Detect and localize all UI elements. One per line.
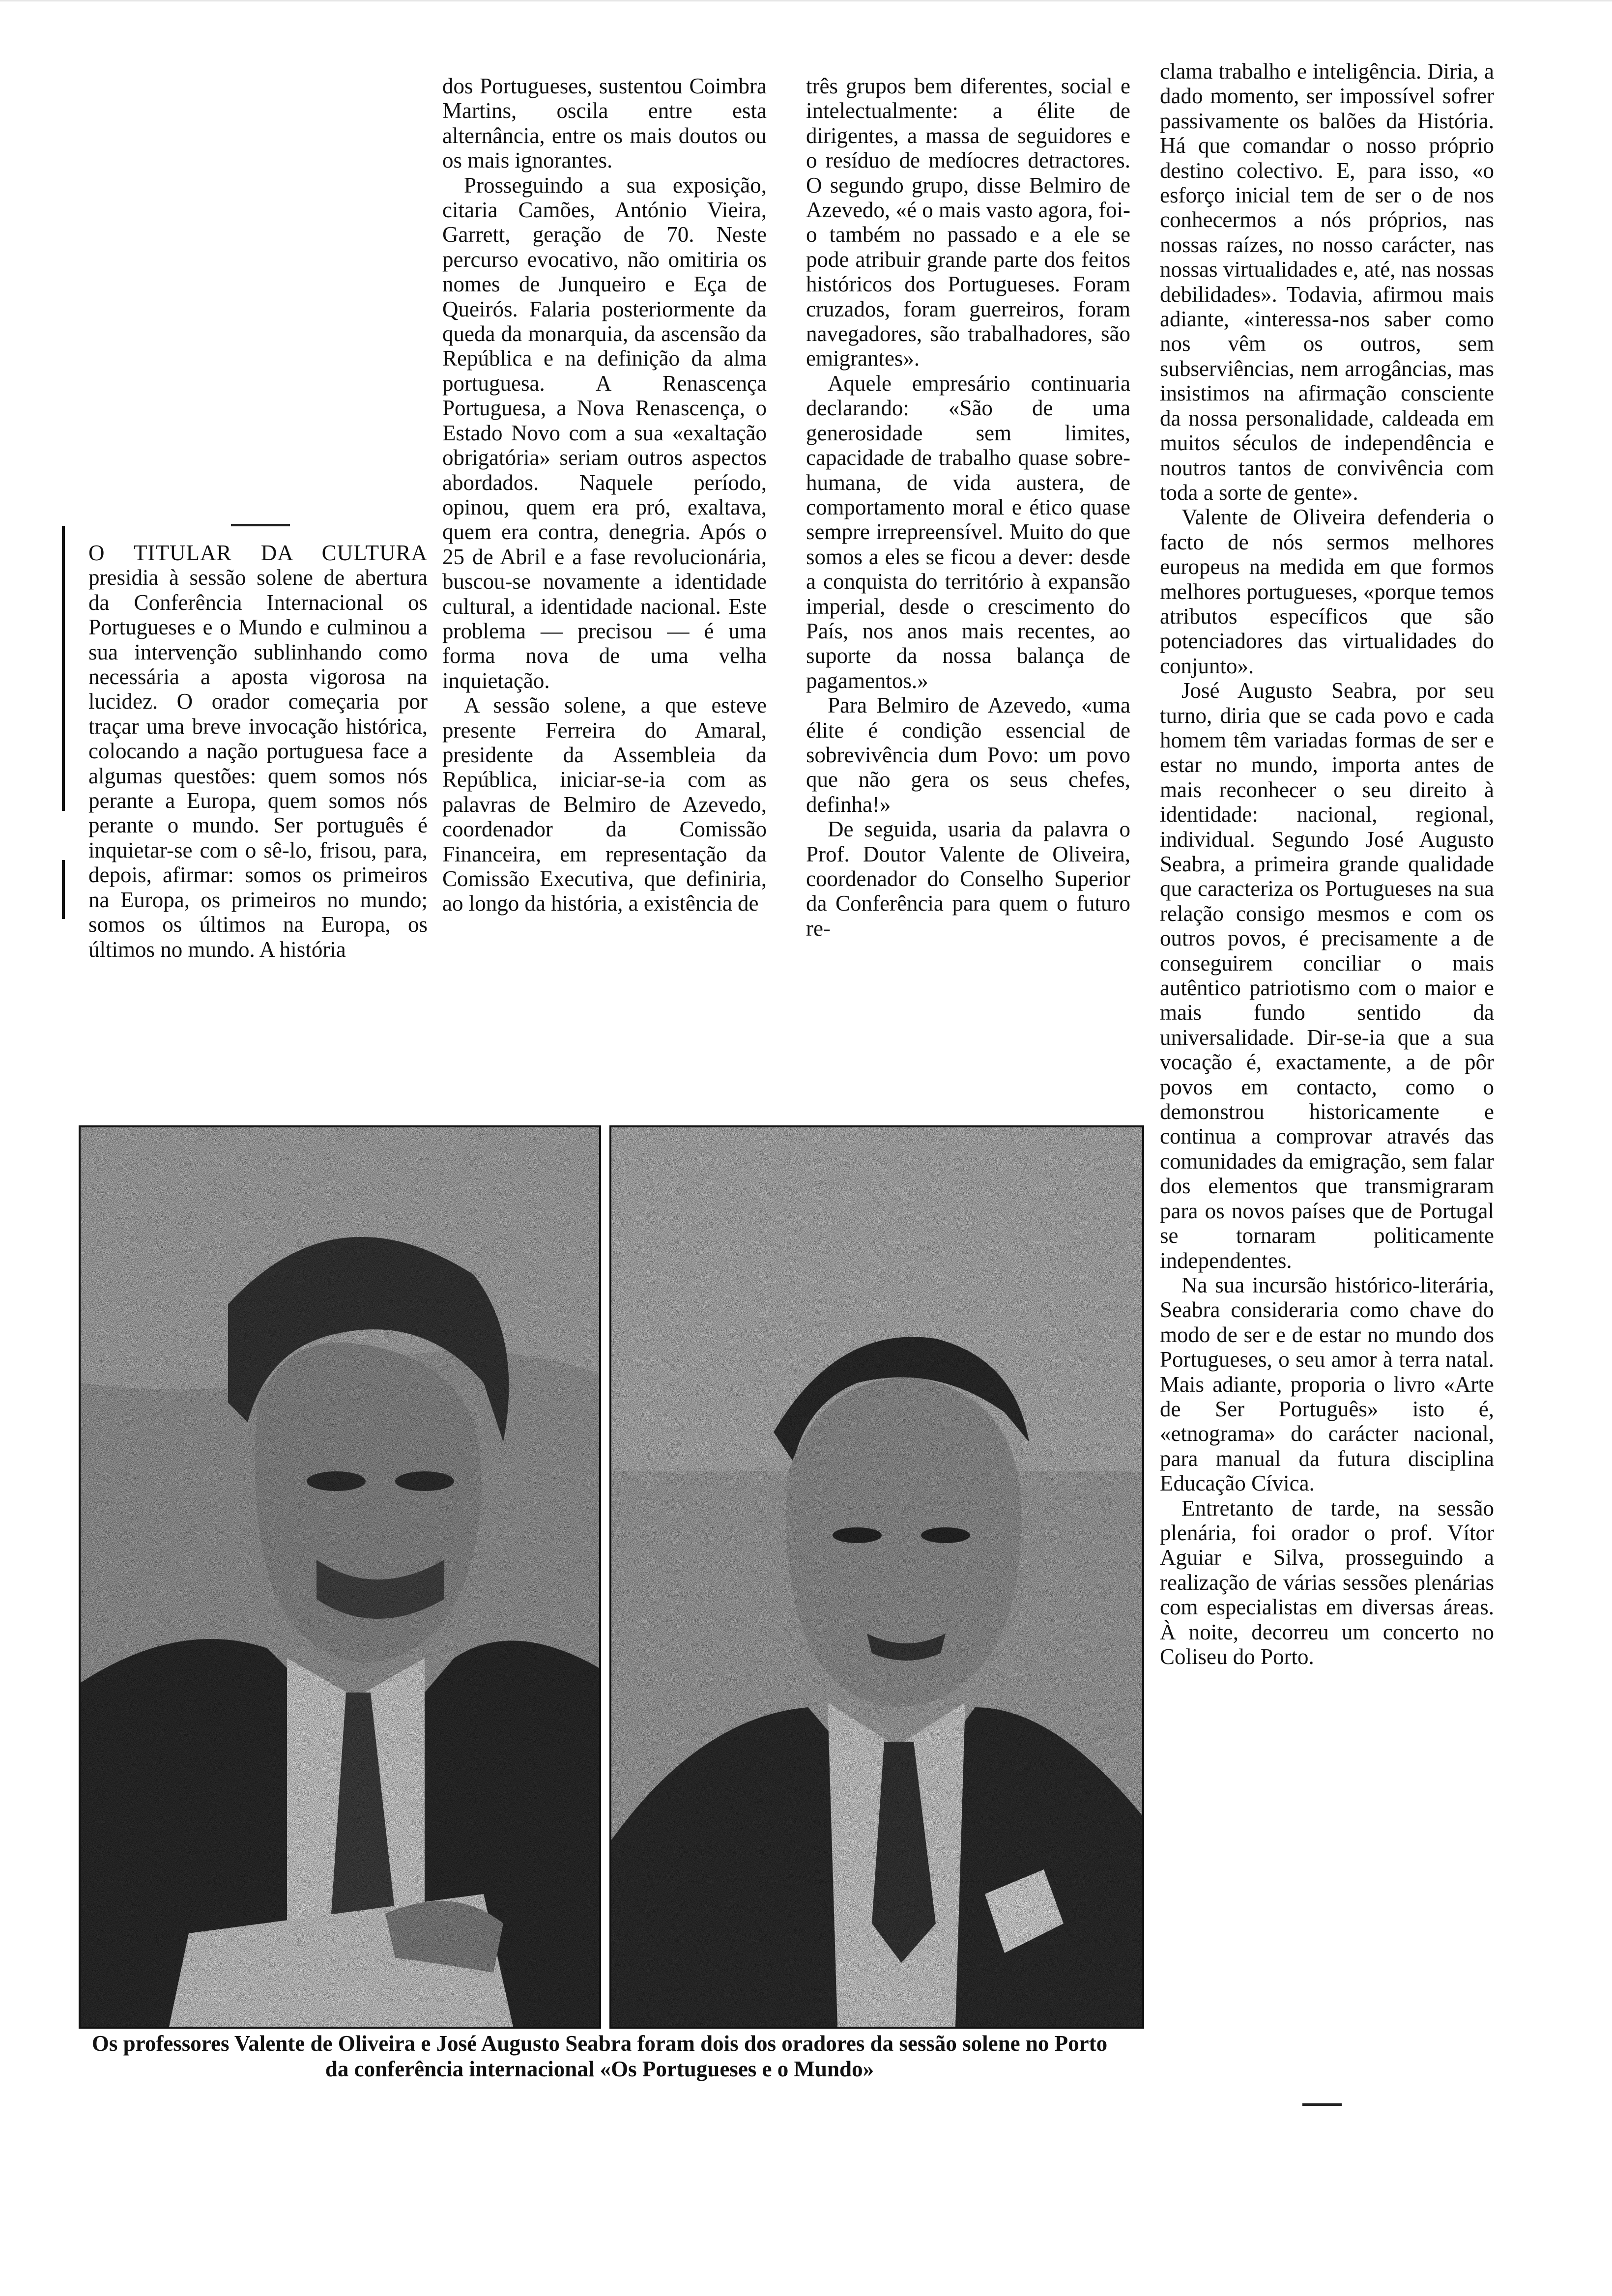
- column-rule-left: [62, 526, 65, 811]
- paragraph: Aquele empresário continuaria declarando: «São de uma generosidade sem limites, capacidade de trabalho quase sobre-humana, de vida austera, de comportamento moral e ético quase sempre irrepreensível. Muito do que somos a eles se ficou a dever: desde a conquista do território à expansão imperial, desde o crescimento do País, nos anos mais recentes, ao suporte da nossa balança de pagamentos.»: [806, 371, 1130, 693]
- lead-caps: O TITULAR DA CULTURA: [88, 541, 428, 565]
- column-ornament: [231, 524, 290, 526]
- paragraph: A sessão solene, a que esteve presente Ferreira do Amaral, presidente da Assembleia da República, iniciar-se-ia com as palavras de Belmiro de Azevedo, coordenador da Comissão Financeira, em representação da Comissão Executiva, que definiria, ao longo da história, a existência de: [442, 693, 767, 916]
- lead-text: presidia à sessão solene de abertura da Conferência Internacional os Portugueses e o Mundo e culminou a sua intervenção sublinhando como necessária a aposta vigorosa na lucidez. O orador começaria por traçar uma breve invocação histórica, colocando a nação portuguesa face a algumas questões: quem somos nós perante a Europa, quem somos nós perante o mundo. Ser português é inquietar-se com o sê-lo, frisou, para, depois, afirmar: somos os primeiros na Europa, os primeiros no mundo; somos os últimos na Europa, os últimos no mundo. A história: [88, 565, 428, 962]
- paragraph: três grupos bem diferentes, social e intelectualmente: a élite de dirigentes, a massa de seguidores e o resíduo de medíocres detractores. O segundo grupo, disse Belmiro de Azevedo, «é o mais vasto agora, foi-o também no passado e a ele se pode atribuir grande parte dos feitos históricos dos Portugueses. Foram cruzados, foram guerreiros, foram navegadores, são trabalhadores, são emigrantes».: [806, 74, 1130, 371]
- article-column-3: [806, 74, 1130, 941]
- article-column-4: [1160, 59, 1494, 1669]
- scan-top-edge: [0, 0, 1612, 1]
- paragraph: De seguida, usaria da palavra o Prof. Doutor Valente de Oliveira, coordenador do Conselho Superior da Conferência para quem o futuro re-: [806, 817, 1130, 941]
- article-lead-paragraph: [88, 541, 428, 962]
- column-rule-left-lower: [62, 860, 65, 919]
- photo-image-2: [611, 1127, 1142, 2027]
- paragraph: José Augusto Seabra, por seu turno, diria que se cada povo e cada homem têm variadas formas de ser e estar no mundo, importa antes de mais reconhecer o seu direito à identidade: nacional, regional, individual. Segundo José Augusto Seabra, a primeira grande qualidade que caracteriza os Portugueses na sua relação consigo mesmos e com os outros povos, é precisamente a de conseguirem conciliar o mais autêntico patriotismo com o maior e mais fundo sentido da universalidade. Dir-se-ia que a sua vocação é, exactamente, a de pôr povos em contacto, como o demonstrou historicamente e continua a comprovar através das comunidades da emigração, sem falar dos elementos que transmigraram para os novos países que de Portugal se tornaram politicamente independentes.: [1160, 678, 1494, 1273]
- paragraph: Para Belmiro de Azevedo, «uma élite é condição essencial de sobrevivência dum Povo: um povo que não gera os seus chefes, definha!»: [806, 693, 1130, 817]
- paragraph: Na sua incursão histórico-literária, Seabra consideraria como chave do modo de ser e de estar no mundo dos Portugueses, o seu amor à terra natal. Mais adiante, proporia o livro «Arte de Ser Português» isto é, «etnograma» do carácter nacional, para manual da futura disciplina Educação Cívica.: [1160, 1272, 1494, 1496]
- paragraph: dos Portugueses, sustentou Coimbra Martins, oscila entre esta alternância, entre os mais doutos ou os mais ignorantes.: [442, 74, 767, 173]
- photo-jose-augusto-seabra: [609, 1125, 1144, 2029]
- article-end-mark: [1302, 2103, 1342, 2106]
- paragraph: Prosseguindo a sua exposição, citaria Camões, António Vieira, Garrett, geração de 70. Neste percurso evocativo, não omitiria os nomes de Junqueiro e Eça de Queirós. Falaria posteriormente da queda da monarquia, da ascensão da República e na definição da alma portuguesa. A Renascença Portuguesa, a Nova Renascença, o Estado Novo com a sua «exaltação obrigatória» seriam outros aspectos abordados. Naquele período, opinou, quem era pró, exaltava, quem era contra, denegria. Após o 25 de Abril e a fase revolucionária, buscou-se novamente a identidade cultural, a identidade nacional. Este problema — precisou — é uma forma nova de uma velha inquietação.: [442, 172, 767, 693]
- paragraph: Entretanto de tarde, na sessão plenária, foi orador o prof. Vítor Aguiar e Silva, prosseguindo a realização de várias sessões plenárias com especialistas em diversas áreas. À noite, decorreu um concerto no Coliseu do Porto.: [1160, 1495, 1494, 1669]
- article-column-1: [88, 541, 428, 962]
- paragraph: clama trabalho e inteligência. Diria, a dado momento, ser impossível sofrer passivamente os balões da História. Há que comandar o nosso próprio destino colectivo. E, para isso, «o esforço inicial tem de ser o de nos conhecermos a nós próprios, nas nossas raízes, no nosso carácter, nas nossas virtualidades e, até, nas nossas debilidades». Todavia, afirmou mais adiante, «interessa-nos saber como nos vêm os outros, sem subserviências, nem arrogâncias, mas insistimos na afirmação consciente da nossa personalidade, caldeada em muitos séculos de independência e noutros tantos de convivência com toda a sorte de gente».: [1160, 59, 1494, 505]
- photo-caption: Os professores Valente de Oliveira e José Augusto Seabra foram dois dos oradores da sessão solene no Porto da conferência internacional «Os Portugueses e o Mundo»: [91, 2031, 1108, 2081]
- photo-image-1: [81, 1127, 599, 2027]
- article-column-2: [442, 74, 767, 916]
- paragraph: Valente de Oliveira defenderia o facto de nós sermos melhores europeus na medida em que formos melhores portugueses, «porque temos atributos específicos que são potenciadores das virtualidades do conjunto».: [1160, 505, 1494, 678]
- photo-valente-de-oliveira: [79, 1125, 601, 2029]
